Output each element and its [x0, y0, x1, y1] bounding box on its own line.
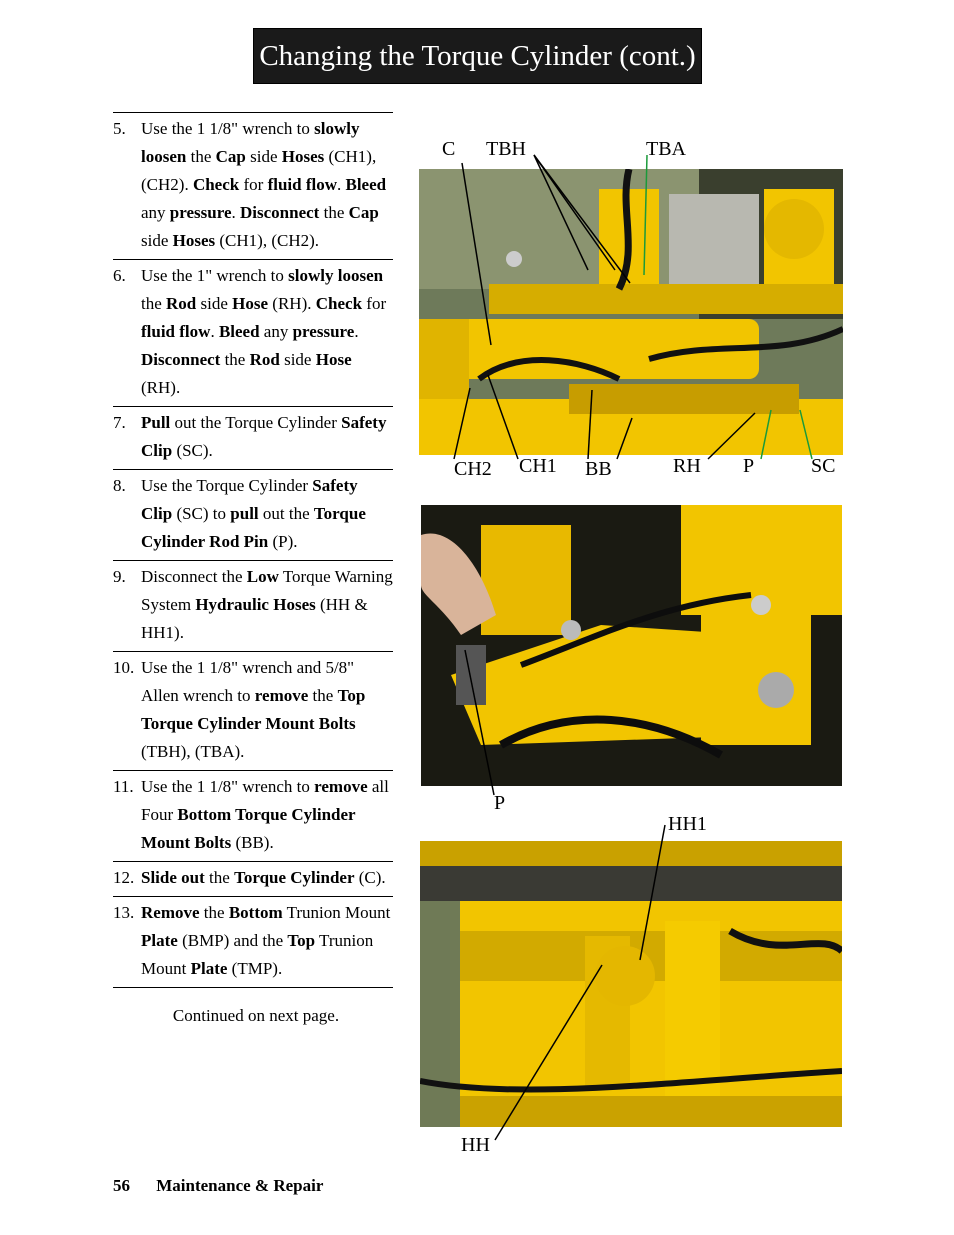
step-number: 8. [113, 476, 126, 495]
step-text-bold: Slide out [141, 868, 205, 887]
step-text-segment: Torque Warning System [141, 567, 393, 614]
step-text-bold: Hydraulic Hoses [195, 595, 316, 614]
step-text [141, 903, 390, 978]
step-text-bold: fluid flow [141, 322, 211, 341]
steps-list [113, 112, 393, 988]
step-text-bold: Hoses [172, 231, 216, 250]
continued-note: Continued on next page. [172, 1006, 340, 1025]
step-text-bold: Top [287, 931, 316, 950]
step-text-bold: remove [254, 686, 309, 705]
step-text-bold: Safety Clip [141, 476, 358, 523]
step-item [113, 770, 393, 861]
step-text-bold: Check [315, 294, 363, 313]
step-text-segment: (CH1), (CH2). [141, 147, 377, 194]
step-text-segment: for [362, 294, 387, 313]
step-text-bold: Bottom Torque Cylinder Mount Bolts [141, 805, 356, 852]
step-text-segment: the [186, 147, 216, 166]
step-text-segment: (BMP) and the [177, 931, 288, 950]
label-bb: BB [585, 458, 612, 480]
step-text-segment: . [210, 322, 219, 341]
step-item [113, 469, 393, 560]
step-text-segment: (BB). [231, 833, 274, 852]
step-text-bold: Hose [232, 294, 269, 313]
step-text-bold: Top Torque Cylinder Mount Bolts [141, 686, 366, 733]
step-text-bold: Disconnect [141, 350, 221, 369]
step-text-segment: Use the Torque Cylinder [141, 476, 313, 495]
step-text-segment: (SC). [172, 441, 213, 460]
label-rh: RH [673, 455, 701, 477]
label-hh1: HH1 [668, 813, 707, 835]
step-text-segment: Trunion Mount [282, 903, 391, 922]
step-text-bold: Bleed [345, 175, 387, 194]
label-tbh: TBH [486, 138, 526, 160]
photo-hydraulic-hoses [420, 841, 842, 1127]
label-tba: TBA [646, 138, 686, 160]
step-text-segment: the [220, 350, 250, 369]
step-text-segment: side [279, 350, 316, 369]
step-text-bold: Low [246, 567, 279, 586]
step-item [113, 560, 393, 651]
photo-torque-cylinder-hoses [419, 169, 843, 455]
step-number: 12. [113, 868, 135, 887]
step-text-segment: the [308, 686, 338, 705]
step-text-bold: Hose [315, 350, 352, 369]
step-text-segment: side [141, 231, 173, 250]
page-title-box [253, 28, 702, 84]
step-text-bold: Pull [141, 413, 171, 432]
step-number: 9. [113, 567, 126, 586]
step-text-segment: out the [258, 504, 314, 523]
step-text-bold: Torque Cylinder Rod Pin [141, 504, 366, 551]
label-ch1: CH1 [519, 455, 557, 477]
step-text-bold: pull [230, 504, 259, 523]
step-text-segment: (P). [268, 532, 298, 551]
step-text-segment: Use the 1" wrench to [141, 266, 289, 285]
step-text-segment: for [239, 175, 268, 194]
label-sc: SC [811, 455, 836, 477]
step-text [141, 567, 393, 642]
label-p-mid: P [494, 792, 506, 814]
step-text-bold: Bleed [218, 322, 260, 341]
step-text-bold: Plate [190, 959, 228, 978]
step-text-segment: all Four [141, 777, 389, 824]
step-text-bold: Torque Cylinder [234, 868, 355, 887]
step-number: 11. [113, 777, 134, 796]
step-text-segment: the [319, 203, 349, 222]
step-text-bold: Bottom [228, 903, 283, 922]
step-text-segment: (RH). [141, 378, 181, 397]
step-text-segment: (C). [354, 868, 386, 887]
step-text-segment: Use the 1 1/8" wrench to [141, 119, 315, 138]
step-text [141, 658, 365, 761]
label-p-top: P [743, 455, 755, 477]
page-number: 56 [113, 1176, 130, 1195]
step-text [141, 119, 386, 250]
step-text-segment: Use the 1 1/8" wrench to [141, 777, 315, 796]
step-text-bold: Hoses [281, 147, 325, 166]
step-text-segment: any [259, 322, 293, 341]
step-text-segment: (SC) to [172, 504, 231, 523]
label-c: C [442, 138, 456, 160]
step-text-segment: (TBH), (TBA). [141, 742, 245, 761]
step-text-segment: (TMP). [227, 959, 283, 978]
step-text-segment: (CH1), (CH2). [215, 231, 320, 250]
step-text-bold: pressure [292, 322, 355, 341]
step-number: 13. [113, 903, 135, 922]
step-number: 7. [113, 413, 126, 432]
step-text-bold: Rod [166, 294, 197, 313]
step-text-segment: the [204, 868, 235, 887]
photo-rod-pin [421, 505, 842, 786]
step-number: 5. [113, 119, 126, 138]
step-text-bold: Rod [249, 350, 280, 369]
step-text-segment: Disconnect the [141, 567, 247, 586]
step-text-segment: side [196, 294, 233, 313]
step-text-bold: Cap [215, 147, 246, 166]
step-text-bold: Check [192, 175, 240, 194]
step-text-segment: (RH). [268, 294, 316, 313]
step-text-segment: . [231, 203, 241, 222]
step-text [141, 266, 386, 397]
step-item [113, 112, 393, 259]
step-text-segment: . [354, 322, 359, 341]
step-text [141, 476, 366, 551]
step-text-bold: slowly [314, 119, 360, 138]
step-text-segment: out the Torque Cylinder [170, 413, 342, 432]
step-text-bold: Disconnect [240, 203, 320, 222]
step-text-segment: Use the 1 1/8" wrench and 5/8" Allen wrench to [141, 658, 355, 705]
step-text [141, 777, 389, 852]
step-text [141, 413, 386, 460]
section-name: Maintenance & Repair [156, 1176, 324, 1195]
step-text-bold: Plate [141, 931, 178, 950]
label-hh: HH [461, 1134, 490, 1156]
step-text-segment: any [141, 203, 170, 222]
step-text-segment: (HH & HH1). [141, 595, 368, 642]
step-text-bold: pressure [169, 203, 232, 222]
step-number: 6. [113, 266, 126, 285]
step-item [113, 861, 393, 896]
step-text-segment: the [141, 294, 167, 313]
step-text-segment: . [337, 175, 346, 194]
page-footer [113, 1176, 323, 1196]
step-text-bold: fluid flow [267, 175, 337, 194]
step-text-bold: remove [314, 777, 368, 796]
step-text-bold: Safety Clip [141, 413, 387, 460]
step-text-bold: slowly [288, 266, 334, 285]
step-text-bold: loosen [141, 147, 187, 166]
step-number: 10. [113, 658, 135, 677]
step-text-bold: Cap [348, 203, 379, 222]
step-item [113, 896, 393, 988]
step-text-segment: side [245, 147, 282, 166]
page-title: Changing the Torque Cylinder (cont.) [259, 39, 696, 72]
label-ch2: CH2 [454, 458, 492, 480]
step-text-bold: Remove [141, 903, 200, 922]
step-item [113, 259, 393, 406]
step-item [113, 651, 393, 770]
step-item [113, 406, 393, 469]
step-text-segment: the [199, 903, 229, 922]
step-text-bold: loosen [337, 266, 384, 285]
step-text [141, 868, 386, 887]
step-text-segment: Trunion Mount [141, 931, 374, 978]
